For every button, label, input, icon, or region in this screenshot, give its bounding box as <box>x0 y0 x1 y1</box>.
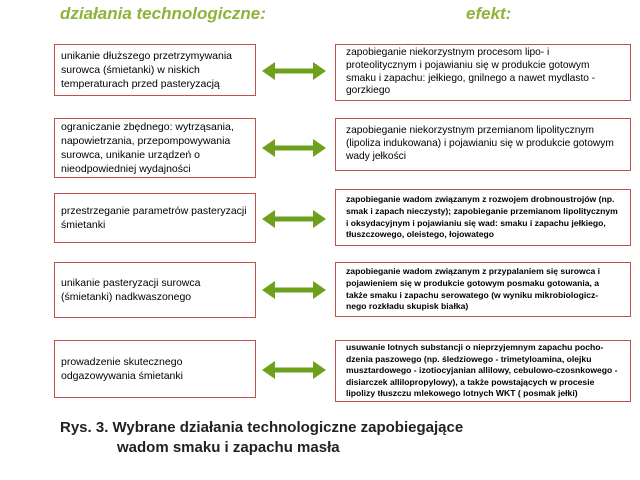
effect-text-3: zapobieganie wadom związanym z rozwojem drobnoustrojów (np. smak i zapach nieczysty); zapobieganie przemianom lipolitycznym i oksydacyjnym i pojawianiu się wad: smaku i zapachu jełkiego, tłuszczowego, oleistego, łojowatego <box>346 194 618 240</box>
action-box-2 <box>54 118 256 178</box>
action-box-5 <box>54 340 256 398</box>
effect-text-1: zapobieganie niekorzystnym procesom lipo- i proteolitycznym i pojawianiu się w produkcie gotowym smaku i zapachu: jełkiego, gnilnego a nawet mydlasto - gorzkiego <box>346 46 596 97</box>
action-text-2: ograniczanie zbędnego: wytrząsania, napowietrzania, przepompowywania surowca, unikanie urządzeń o nieodpowiedniej wydajności <box>61 121 234 175</box>
double-arrow-icon <box>262 210 326 228</box>
action-box-3 <box>54 193 256 243</box>
action-box-4 <box>54 262 256 318</box>
double-arrow-icon <box>262 361 326 379</box>
action-text-4: unikanie pasteryzacji surowca (śmietanki) nadkwaszonego <box>61 277 201 303</box>
double-arrow-icon <box>262 139 326 157</box>
effect-text-5: usuwanie lotnych substancji o nieprzyjemnym zapachu pocho- dzenia paszowego (np. śledziowego - trimetyloamina, olejku musztardowego - izotiocyjanian allilowy, cebulowo-czosnkowego - disiarczek allilopropylowy), a także powstających w procesie lipolizy tłuszczu mlekowego lotnych WKT ( posmak jełki) <box>346 342 618 399</box>
action-box-1 <box>54 44 256 96</box>
effect-text-4: zapobieganie wadom związanym z przypalaniem się surowca i pojawieniem się w produkcie gotowym posmaku gotowania, a także smaku i zapachu serowatego (w wyniku mikrobiologicz- nego rozkładu skupisk białka) <box>346 266 601 312</box>
figure-caption-line-1: Rys. 3. Wybrane działania technologiczne zapobiegające <box>60 419 464 436</box>
effect-text-2: zapobieganie niekorzystnym przemianom lipolitycznym (lipoliza indukowana) i pojawianiu się w produkcie gotowym wady jełkości <box>346 125 614 162</box>
header-effects: efekt: <box>466 4 512 23</box>
double-arrow-icon <box>262 62 326 80</box>
header-actions: działania technologiczne: <box>60 4 266 23</box>
effect-box-2 <box>335 118 631 171</box>
effect-box-1 <box>335 44 631 101</box>
action-text-3: przestrzeganie parametrów pasteryzacji śmietanki <box>61 205 247 231</box>
action-text-5: prowadzenie skutecznego odgazowywania śmietanki <box>61 356 183 382</box>
effect-box-5 <box>335 340 631 402</box>
action-text-1: unikanie dłuższego przetrzymywania surowca (śmietanki) w niskich temperaturach przed pasteryzacją <box>61 50 232 90</box>
effect-box-3 <box>335 189 631 246</box>
figure-caption-line-2: wadom smaku i zapachu masła <box>117 439 340 456</box>
effect-box-4 <box>335 262 631 317</box>
double-arrow-icon <box>262 281 326 299</box>
